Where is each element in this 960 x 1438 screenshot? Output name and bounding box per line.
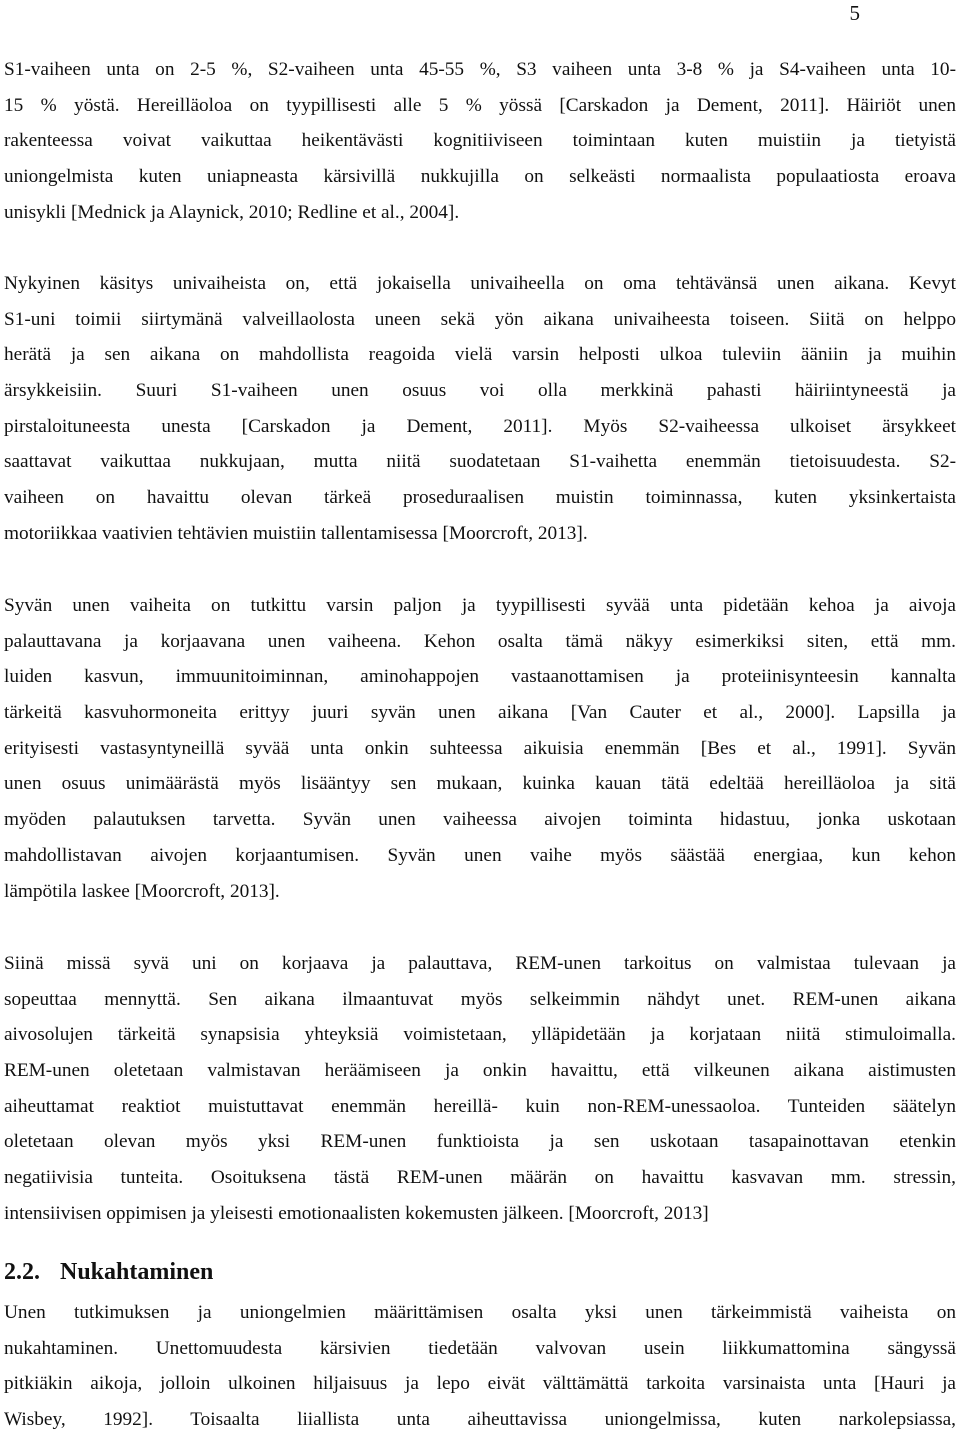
text-line: Wisbey, 1992]. Toisaalta liiallista unta aiheuttavissa uniongelmissa, kuten narkolepsiassa,	[4, 1409, 956, 1431]
text-line: myöden palautuksen tarvetta. Syvän unen vaiheessa aivojen toiminta hidastuu, jonka uskotaan	[4, 809, 956, 831]
page-number: 5	[849, 1, 860, 25]
paragraph-rem-sleep	[4, 946, 956, 1232]
text-line: ärsykkeisiin. Suuri S1-vaiheen unen osuus voi olla merkkinä pahasti häiriintyneestä ja	[4, 380, 956, 402]
text-line: uniongelmista kuten uniapneasta kärsivillä nukkujilla on selkeästi normaalista populaatiosta eroava	[4, 166, 956, 188]
section-heading	[4, 1254, 213, 1290]
section-title: Nukahtaminen	[60, 1259, 214, 1285]
text-line: S1-vaiheen unta on 2-5 %, S2-vaiheen unta 45-55 %, S3 vaiheen unta 3-8 % ja S4-vaiheen unta 10-	[4, 59, 956, 80]
text-line: aiheuttamat reaktiot muistuttavat enemmän hereillä- kuin non-REM-unessaoloa. Tunteiden säätelyn	[4, 1095, 956, 1117]
section-number: 2.2.	[4, 1259, 40, 1285]
text-line: Unen tutkimuksen ja uniongelmien määrittämisen osalta yksi unen tärkeimmistä vaiheista on	[4, 1302, 956, 1323]
text-line: rakenteessa voivat vaikuttaa heikentävästi kognitiiviseen toimintaan kuten muistiin ja tietyistä	[4, 130, 956, 152]
text-line: pitkiäkin aikoja, jolloin ulkoinen hiljaisuus ja lepo eivät välttämättä tarkoita varsinaista unta [Hauri ja	[4, 1373, 956, 1395]
text-line: mahdollistavan aivojen korjaantumisen. Syvän unen vaihe myös säästää energiaa, kun kehon	[4, 844, 956, 866]
text-line: Nykyinen käsitys univaiheista on, että jokaisella univaiheella on oma tehtävänsä unen aikana. Kevyt	[4, 273, 956, 294]
paragraph-sleep-stage-functions	[4, 266, 956, 552]
text-line: 15 % yöstä. Hereilläoloa on tyypillisesti alle 5 % yössä [Carskadon ja Dement, 2011]. Häiriöt unen	[4, 94, 956, 116]
text-line: unen osuus unimäärästä myös lisääntyy sen mukaan, kuinka kauan tätä edeltää hereilläoloa ja sitä	[4, 773, 956, 795]
text-line: oletetaan olevan myös yksi REM-unen funktioista ja sen uskotaan tasapainottavan etenkin	[4, 1131, 956, 1153]
text-line: motoriikkaa vaativien tehtävien muistiin tallentamisessa [Moorcroft, 2013].	[4, 522, 588, 544]
text-line: nukahtaminen. Unettomuudesta kärsivien tiedetään valvovan usein liikkumattomina sängyssä	[4, 1337, 956, 1359]
text-line: lämpötila laskee [Moorcroft, 2013].	[4, 880, 280, 902]
text-line: herätä ja sen aikana on mahdollista reagoida vielä varsin helposti ulkoa tuleviin ääniin ja muihin	[4, 344, 956, 366]
text-line: REM-unen oletetaan valmistavan heräämiseen ja onkin havaittu, että vilkeunen aikana aistimusten	[4, 1060, 956, 1082]
text-line: S1-uni toimii siirtymänä valveillaolosta uneen sekä yön aikana univaiheesta toiseen. Siitä on helppo	[4, 308, 956, 330]
text-line: Siinä missä syvä uni on korjaava ja palauttava, REM-unen tarkoitus on valmistaa tulevaan ja	[4, 953, 956, 974]
paragraph-sleep-stage-proportions	[4, 52, 956, 230]
text-line: sopeuttaa mennyttä. Sen aikana ilmaantuvat myös selkeimmin nähdyt unet. REM-unen aikana	[4, 988, 956, 1010]
text-line: unisykli [Mednick ja Alaynick, 2010; Redline et al., 2004].	[4, 201, 460, 223]
text-line: vaiheen on havaittu olevan tärkeä proseduraalisen muistin toiminnassa, kuten yksinkertaista	[4, 487, 956, 509]
text-line: pirstaloituneesta unesta [Carskadon ja Dement, 2011]. Myös S2-vaiheessa ulkoiset ärsykkeet	[4, 415, 956, 437]
text-line: tärkeitä kasvuhormoneita erittyy juuri syvän unen aikana [Van Cauter et al., 2000]. Lapsilla ja	[4, 702, 956, 724]
text-line: saattavat vaikuttaa nukkujaan, mutta niitä suodatetaan S1-vaihetta enemmän tietoisuudesta. S2-	[4, 451, 956, 473]
text-line: luiden kasvun, immuunitoiminnan, aminohappojen vastaanottamisen ja proteiinisynteesin kannalta	[4, 666, 956, 688]
paragraph-falling-asleep	[4, 1295, 956, 1438]
text-line: intensiivisen oppimisen ja yleisesti emotionaalisten kokemusten jälkeen. [Moorcroft, 2013]	[4, 1202, 709, 1224]
text-line: erityisesti vastasyntyneillä syvää unta onkin suhteessa aikuisia enemmän [Bes et al., 1991]. Syvän	[4, 737, 956, 759]
text-line: negatiivisia tunteita. Osoituksena tästä REM-unen määrän on havaittu kasvavan mm. stressin,	[4, 1167, 956, 1189]
paragraph-deep-sleep	[4, 588, 956, 909]
text-line: aivosolujen tärkeitä synapsisia yhteyksiä voimistetaan, ylläpidetään ja korjataan niitä stimuloimalla.	[4, 1024, 956, 1046]
text-line: palauttavana ja korjaavana unen vaiheena. Kehon osalta tämä näkyy esimerkiksi siten, että mm.	[4, 630, 956, 652]
text-line: Syvän unen vaiheita on tutkittu varsin paljon ja tyypillisesti syvää unta pidetään kehoa ja aivoja	[4, 595, 956, 616]
